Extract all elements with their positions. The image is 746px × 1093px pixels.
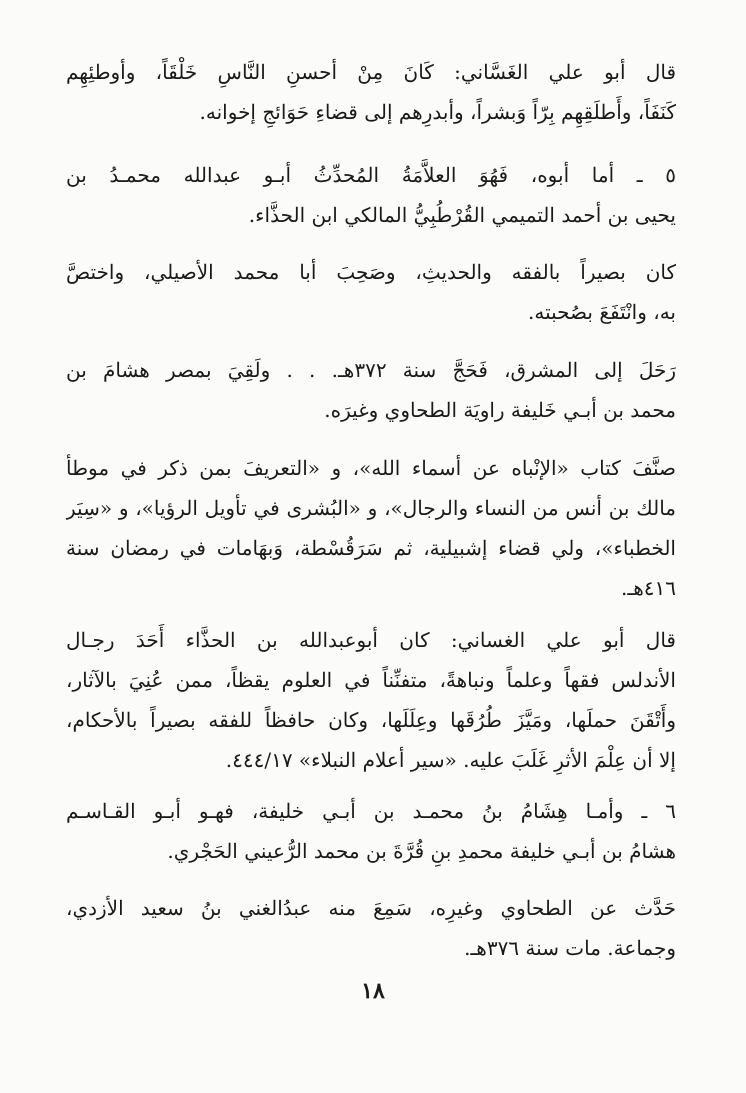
text-line: به، وانْتَفَعَ بصُحبته. — [527, 300, 676, 324]
text-line: محمد بن أبـي خَليفة راويَة الطحاوي وغيرَه. — [324, 398, 676, 422]
paragraph-hisham-intro — [66, 791, 676, 871]
text-line: هشامُ بن أبـي خليفة محمدِ بنِ قُرَّةَ بن محمد الرُّعيني الحَجْري. — [167, 839, 676, 863]
text-line: مالك بن أنس من النساء والرجال»، و «البُشرى في تأويل الرؤيا»، و «سِيَر — [66, 496, 676, 520]
text-line: صنَّفَ كتاب «الإنْباه عن أسماء الله»، و «التعريفَ بمن ذكر في موطأ — [66, 456, 676, 480]
page-number: ١٨ — [361, 978, 385, 1004]
paragraph-hisham-narration — [66, 888, 676, 968]
text-line: كان بصيراً بالفقه والحديثِ، وصَحِبَ أبا محمد الأصيلي، واختصَّ — [66, 260, 676, 284]
text-line: رَحَلَ إلى المشرق، فَحَجَّ سنة ٣٧٢هـ. . . ولَقِيَ بمصر هشامَ بن — [66, 358, 676, 382]
paragraph-father-works — [66, 448, 676, 608]
text-line: حَدَّث عن الطحاوي وغيرِه، سَمِعَ منه عبدُالغني بنُ سعيد الأزدي، — [66, 896, 676, 920]
text-line: الأندلس فقهاً وعلماً ونباهةً، متفنِّناً في العلوم يقظاً، ممن عُنِيَ بالآثار، — [66, 668, 676, 692]
text-line: قال أبو علي الغساني: كان أبوعبدالله بن الحذَّاء أَحَدَ رجـال — [66, 628, 676, 652]
paragraph-father-scholarship — [66, 252, 676, 332]
paragraph-ghassani-on-father — [66, 620, 676, 780]
text-line: الخطباء»، ولي قضاء إشبيلية، ثم سَرَقُسْطة، وَبهَامات في رمضان سنة — [66, 536, 676, 560]
text-line: ٥ ـ أما أبوه، فَهُوَ العلاَّمَةُ المُحدِّثُ أبـو عبدالله محمـدُ بن — [66, 163, 676, 187]
text-line: يحيى بن أحمد التميمي القُرْطُبِيُّ المالكي ابن الحذَّاء. — [248, 203, 676, 227]
text-line: ٤١٦هـ. — [621, 576, 676, 600]
paragraph-ghassani-praise — [66, 52, 676, 132]
paragraph-father-travel — [66, 350, 676, 430]
text-line: ٦ ـ وأمـا هِشَامُ بنُ محمـد بن أبـي خليفة، فهـو أبـو القـاسـم — [66, 799, 676, 823]
text-line: وأَتْقَنَ حملَها، ومَيَّزَ طُرُقَها وعِلَلَها، وكان حافظاً للفقه بصيراً بالأحكام، — [66, 708, 676, 732]
paragraph-father-intro — [66, 155, 676, 235]
text-line: إلا أن عِلْمَ الأثرِ غَلَبَ عليه. «سير أعلام النبلاء» ٤٤٤/١٧. — [225, 748, 676, 772]
text-line: قال أبو علي الغَسَّاني: كَانَ مِنْ أحسنِ النَّاسِ خَلْقَاً، وأوطئِهِم — [66, 60, 676, 84]
text-line: كَنَفَاً، وأَطلَقِهِم بِرّاً وَبشراً، وأبدرِهم إلى قضاءِ حَوَائجِ إخوانه. — [199, 100, 676, 124]
text-line: وجماعة. مات سنة ٣٧٦هـ. — [464, 936, 676, 960]
